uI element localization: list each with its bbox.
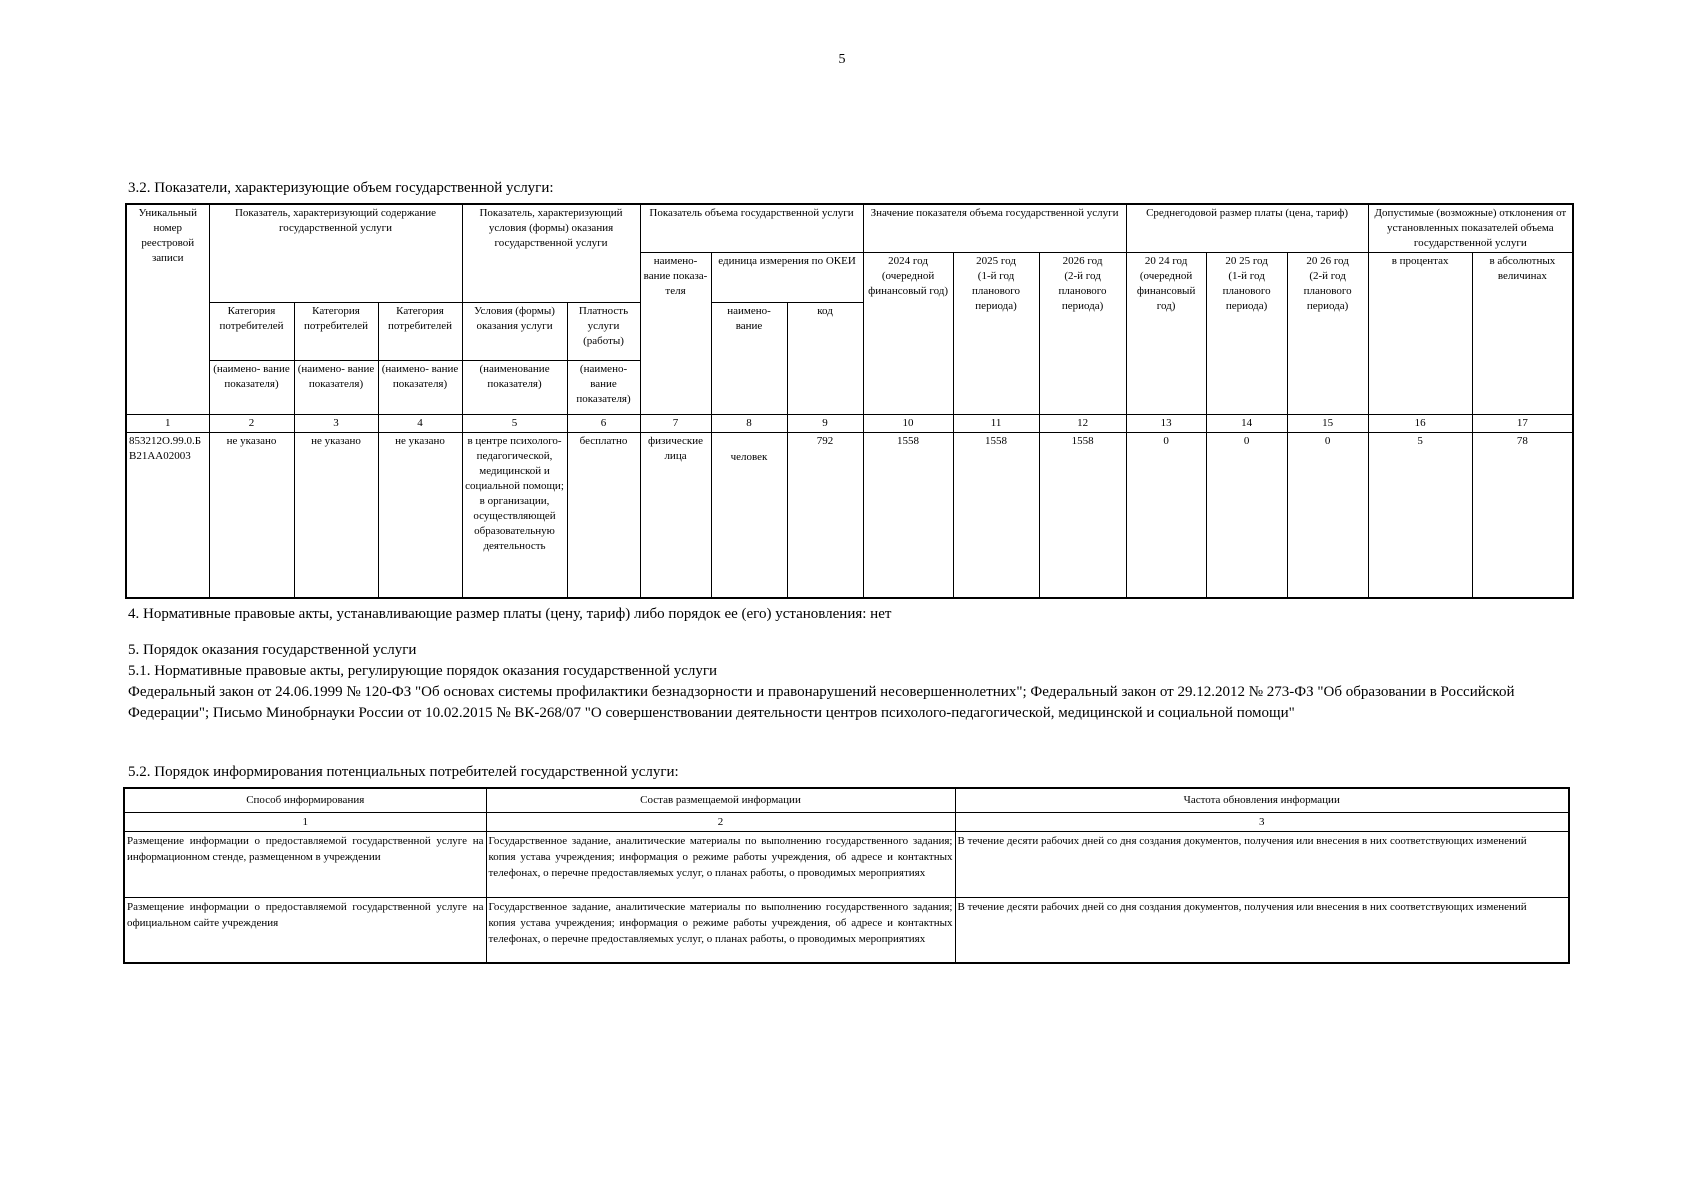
header-year-2024: 2024 год (очередной финансовый год)	[863, 253, 953, 415]
column-number: 1	[126, 415, 209, 433]
header-consumer-category-2: Категория потребителей	[294, 303, 378, 361]
cell-fee-2026: 0	[1287, 433, 1368, 598]
column-number: 3	[294, 415, 378, 433]
informing-table	[123, 787, 1570, 964]
column-header-content: Состав размещаемой информации	[486, 788, 955, 812]
header-service-payment: Платность услуги (работы)	[567, 303, 640, 361]
header-consumer-category-3: Категория потребителей	[378, 303, 462, 361]
column-number: 5	[462, 415, 567, 433]
row-2-frequency: В течение десяти рабочих дней со дня создания документов, получения или внесения в них соответствующих изменений	[955, 897, 1569, 963]
row-2-content: Государственное задание, аналитические материалы по выполнению государственного задания; копия устава учреждения; информация о режиме работы учреждения, об адресе и контактных телефонах, о перечне предоставляемых услуг, о планах работы, о проводимых мероприятиях	[486, 897, 955, 963]
column-number: 2	[209, 415, 294, 433]
row-1-frequency: В течение десяти рабочих дней со дня создания документов, получения или внесения в них соответствующих изменений	[955, 831, 1569, 897]
header-volume-indicator: Показатель объема государственной услуги	[640, 204, 863, 253]
section-4-text: 4. Нормативные правовые акты, устанавливающие размер платы (цену, тариф) либо порядок ее (его) установления: нет	[128, 606, 892, 622]
cell-unit-name: человек	[711, 433, 787, 598]
column-number: 4	[378, 415, 462, 433]
header-okei-code: код	[787, 303, 863, 415]
header-deviation: Допустимые (возможные) отклонения от установленных показателей объема государственной услуги	[1368, 204, 1573, 253]
column-number: 2	[486, 812, 955, 831]
header-name-note-5: (наименование показателя)	[462, 361, 567, 415]
header-service-conditions: Условия (формы) оказания услуги	[462, 303, 567, 361]
column-number: 16	[1368, 415, 1472, 433]
column-number: 10	[863, 415, 953, 433]
header-unique-number: Уникальный номер реестровой записи	[126, 204, 209, 415]
header-name-note-2: (наимено- вание показателя)	[209, 361, 294, 415]
cell-category-3: не указано	[378, 433, 462, 598]
column-number: 14	[1206, 415, 1287, 433]
header-fee-2025: 20 25 год (1-й год планового периода)	[1206, 253, 1287, 415]
section-5-1-text: Федеральный закон от 24.06.1999 № 120-ФЗ "Об основах системы профилактики безнадзорности и правонарушений несовершеннолетних"; Федеральный закон от 29.12.2012 № 273-ФЗ "Об образовании в Российской Федерации"; Письмо Минобрнауки России от 10.02.2015 № ВК-268/07 "О совершенствовании деятельности центров психолого-педагогической, медицинской и социальной помощи"	[128, 684, 1515, 721]
cell-value-2024: 1558	[863, 433, 953, 598]
section-5-heading: 5. Порядок оказания государственной услуги	[128, 642, 417, 658]
header-in-percent: в процентах	[1368, 253, 1472, 415]
column-number: 7	[640, 415, 711, 433]
header-conditions-indicator: Показатель, характеризующий условия (формы) оказания государственной услуги	[462, 204, 640, 303]
header-avg-fee: Среднегодовой размер платы (цена, тариф)	[1126, 204, 1368, 253]
cell-value-2026: 1558	[1039, 433, 1126, 598]
column-number: 11	[953, 415, 1039, 433]
cell-fee-2025: 0	[1206, 433, 1287, 598]
column-header-method: Способ информирования	[124, 788, 486, 812]
header-indicator-name: наимено- вание показа- теля	[640, 253, 711, 415]
section-5-2-heading: 5.2. Порядок информирования потенциальных потребителей государственной услуги:	[128, 764, 679, 780]
row-1-content: Государственное задание, аналитические материалы по выполнению государственного задания; копия устава учреждения; информация о режиме работы учреждения, об адресе и контактных телефонах, о перечне предоставляемых услуг, о планах работы, о проводимых мероприятиях	[486, 831, 955, 897]
cell-category-2: не указано	[294, 433, 378, 598]
column-number: 6	[567, 415, 640, 433]
header-okei-unit: единица измерения по ОКЕИ	[711, 253, 863, 303]
column-header-frequency: Частота обновления информации	[955, 788, 1569, 812]
row-2-method: Размещение информации о предоставляемой государственной услуге на официальном сайте учреждения	[124, 897, 486, 963]
cell-deviation-percent: 5	[1368, 433, 1472, 598]
section-5-1-heading: 5.1. Нормативные правовые акты, регулирующие порядок оказания государственной услуги	[128, 663, 718, 679]
row-1-method: Размещение информации о предоставляемой государственной услуге на информационном стенде, размещенном в учреждении	[124, 831, 486, 897]
cell-fee-2024: 0	[1126, 433, 1206, 598]
header-okei-name: наимено- вание	[711, 303, 787, 415]
volume-indicators-table	[125, 203, 1574, 599]
header-volume-value: Значение показателя объема государственной услуги	[863, 204, 1126, 253]
cell-condition: в центре психолого-педагогической, медицинской и социальной помощи; в организации, осуществляющей образовательную деятельность	[462, 433, 567, 598]
column-number: 3	[955, 812, 1569, 831]
section-3-2-heading: 3.2. Показатели, характеризующие объем государственной услуги:	[128, 180, 554, 196]
cell-registry-number: 853212О.99.0.БВ21АА02003	[126, 433, 209, 598]
cell-unit-code: 792	[787, 433, 863, 598]
header-name-note-3: (наимено- вание показателя)	[294, 361, 378, 415]
column-number: 9	[787, 415, 863, 433]
page-number: 5	[838, 52, 846, 67]
column-number: 15	[1287, 415, 1368, 433]
header-content-indicator: Показатель, характеризующий содержание государственной услуги	[209, 204, 462, 303]
column-number: 13	[1126, 415, 1206, 433]
header-name-note-6: (наимено- вание показателя)	[567, 361, 640, 415]
column-number: 12	[1039, 415, 1126, 433]
column-number: 8	[711, 415, 787, 433]
header-year-2026: 2026 год (2-й год планового периода)	[1039, 253, 1126, 415]
header-name-note-4: (наимено- вание показателя)	[378, 361, 462, 415]
cell-value-2025: 1558	[953, 433, 1039, 598]
header-consumer-category-1: Категория потребителей	[209, 303, 294, 361]
header-in-absolute: в абсолютных величинах	[1472, 253, 1573, 415]
header-year-2025: 2025 год (1-й год планового периода)	[953, 253, 1039, 415]
cell-category-1: не указано	[209, 433, 294, 598]
cell-deviation-absolute: 78	[1472, 433, 1573, 598]
column-number: 17	[1472, 415, 1573, 433]
header-fee-2024: 20 24 год (очередной финансовый год)	[1126, 253, 1206, 415]
cell-payment: бесплатно	[567, 433, 640, 598]
cell-indicator: физические лица	[640, 433, 711, 598]
column-number: 1	[124, 812, 486, 831]
header-fee-2026: 20 26 год (2-й год планового периода)	[1287, 253, 1368, 415]
